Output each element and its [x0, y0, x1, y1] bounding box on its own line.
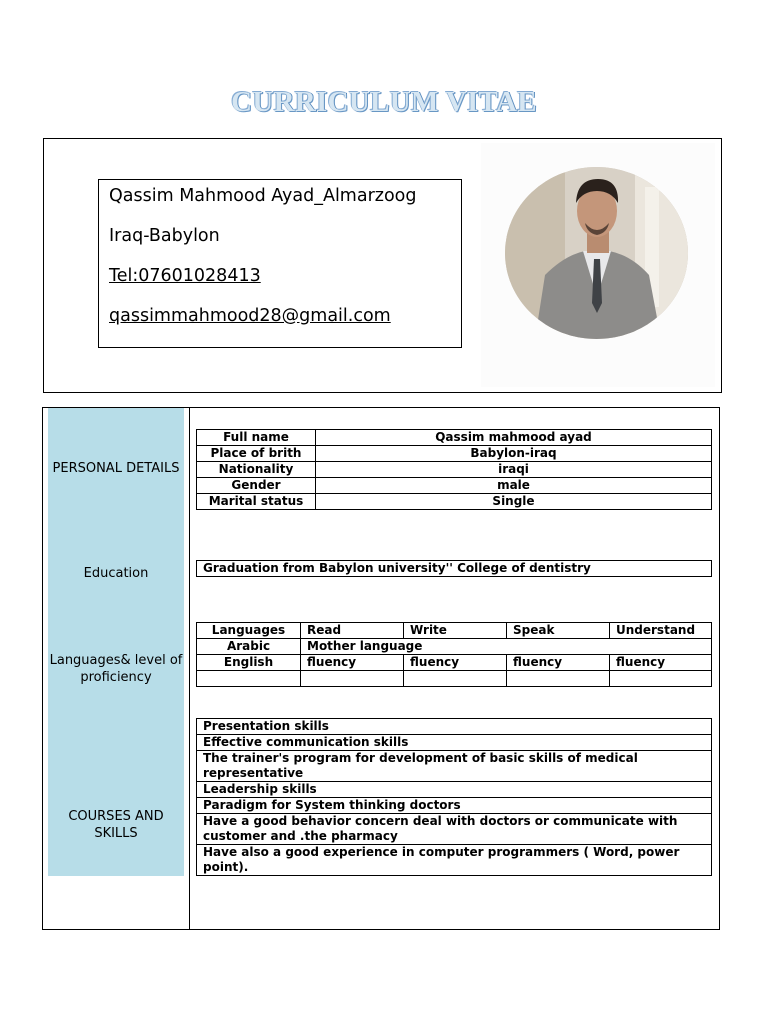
language-level — [301, 671, 404, 687]
personal-value: male — [316, 478, 712, 494]
personal-row — [197, 478, 712, 494]
skill-row — [197, 735, 712, 751]
contact-email[interactable]: qassimmahmood28@gmail.com — [109, 306, 391, 326]
personal-value: iraqi — [316, 462, 712, 478]
skill-row — [197, 751, 712, 782]
languages-header: Write — [404, 623, 507, 639]
languages-row — [197, 655, 712, 671]
skill-row — [197, 719, 712, 735]
contact-location: Iraq-Babylon — [109, 226, 220, 246]
contact-box — [98, 179, 462, 348]
contact-name: Qassim Mahmood Ayad_Almarzoog — [109, 186, 417, 206]
skill-item: Effective communication skills — [197, 735, 712, 751]
language-name — [197, 671, 301, 687]
personal-row — [197, 494, 712, 510]
languages-header-row — [197, 623, 712, 639]
language-level: fluency — [404, 655, 507, 671]
languages-header: Speak — [507, 623, 610, 639]
skill-row — [197, 845, 712, 876]
contact-phone[interactable]: Tel:07601028413 — [109, 266, 261, 286]
skill-row — [197, 798, 712, 814]
personal-value: Babylon-iraq — [316, 446, 712, 462]
personal-label: Place of brith — [197, 446, 316, 462]
language-level — [404, 671, 507, 687]
skill-row — [197, 814, 712, 845]
language-level: Mother language — [301, 639, 712, 655]
profile-photo — [505, 167, 688, 339]
language-level: fluency — [301, 655, 404, 671]
section-personal-details: PERSONAL DETAILS — [52, 461, 180, 476]
skill-item: Presentation skills — [197, 719, 712, 735]
personal-label: Gender — [197, 478, 316, 494]
languages-row — [197, 671, 712, 687]
personal-row — [197, 462, 712, 478]
personal-row — [197, 446, 712, 462]
languages-header: Languages — [197, 623, 301, 639]
skill-row — [197, 782, 712, 798]
skill-item: Leadership skills — [197, 782, 712, 798]
skill-item: The trainer's program for development of basic skills of medical representative — [197, 751, 712, 782]
skill-item: Paradigm for System thinking doctors — [197, 798, 712, 814]
side-panel — [48, 408, 184, 876]
personal-row — [197, 430, 712, 446]
section-courses-skills: COURSES AND SKILLS — [68, 809, 164, 841]
personal-value: Qassim mahmood ayad — [316, 430, 712, 446]
language-level: fluency — [610, 655, 712, 671]
languages-header: Read — [301, 623, 404, 639]
language-level — [610, 671, 712, 687]
main-divider — [189, 407, 190, 930]
languages-table — [196, 622, 712, 687]
personal-label: Full name — [197, 430, 316, 446]
language-level — [507, 671, 610, 687]
personal-value: Single — [316, 494, 712, 510]
language-level: fluency — [507, 655, 610, 671]
personal-label: Marital status — [197, 494, 316, 510]
cv-title: CURRICULUM VITAE — [231, 86, 537, 118]
skill-item: Have a good behavior concern deal with doctors or communicate with customer and .the pharmacy — [197, 814, 712, 845]
education-table — [196, 560, 712, 577]
skill-item: Have also a good experience in computer programmers ( Word, power point). — [197, 845, 712, 876]
section-education: Education — [83, 566, 149, 581]
language-name: Arabic — [197, 639, 301, 655]
languages-row — [197, 639, 712, 655]
personal-label: Nationality — [197, 462, 316, 478]
section-languages: Languages& level of proficiency — [49, 653, 183, 685]
language-name: English — [197, 655, 301, 671]
education-entry: Graduation from Babylon university'' College of dentistry — [197, 561, 712, 577]
languages-header: Understand — [610, 623, 712, 639]
personal-details-table — [196, 429, 712, 510]
skills-table — [196, 718, 712, 876]
